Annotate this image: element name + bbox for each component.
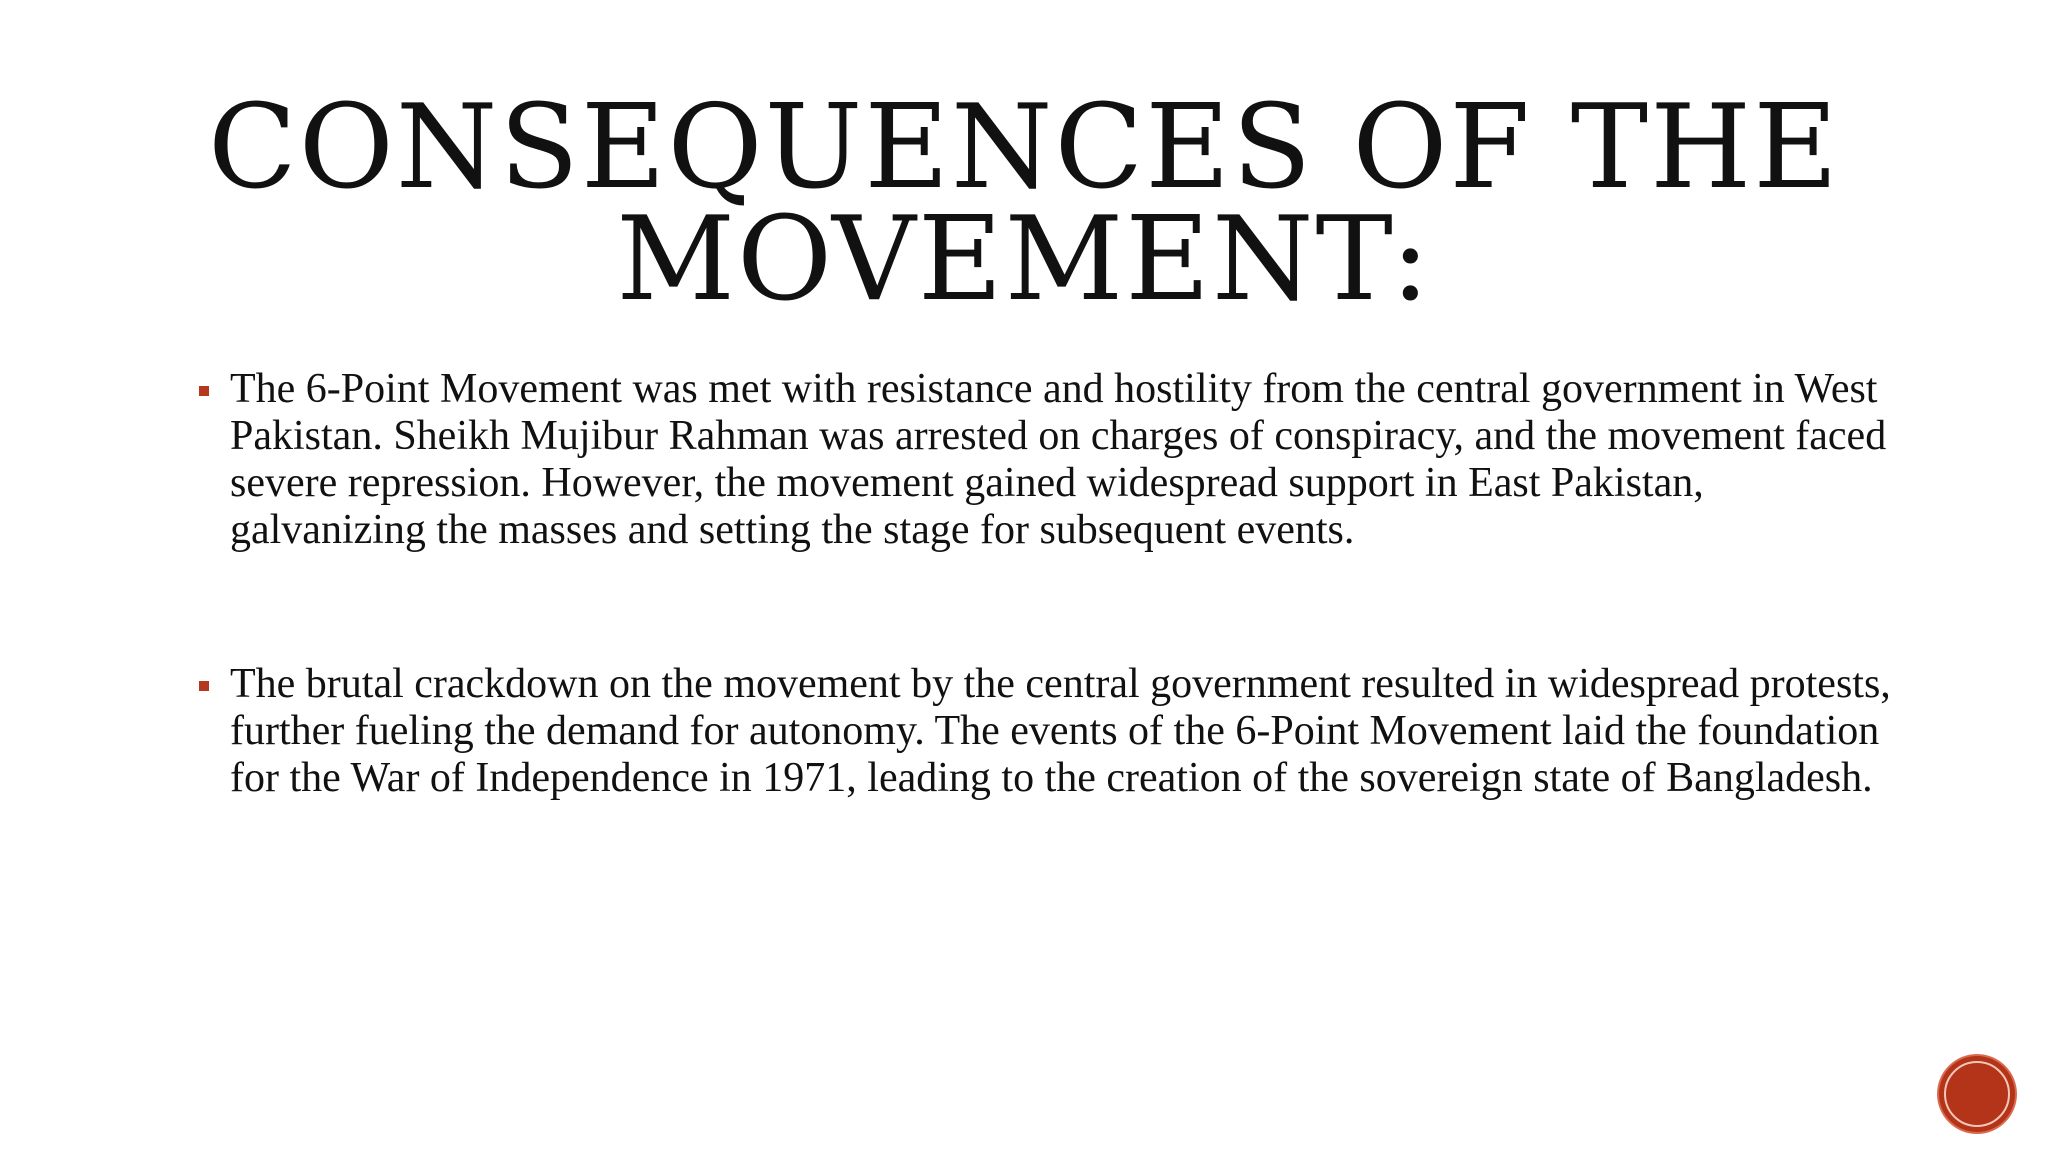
bullet-text: The brutal crackdown on the movement by the central government resulted in widespread protests, further fueling the demand for autonomy. The events of the 6-Point Movement laid the foundation for the War of Independence in 1971, leading to the creation of the sovereign state of Bangladesh. [230, 661, 1891, 801]
bullet-text: The 6-Point Movement was met with resistance and hostility from the central government in West Pakistan. Sheikh Mujibur Rahman was arrested on charges of conspiracy, and the movement faced severe repression. However, the movement gained widespread support in East Pakistan, galvanizing the masses and setting the stage for subsequent events. [230, 366, 1887, 553]
bullet-list [196, 366, 1896, 802]
bullet-item [196, 366, 1896, 554]
square-bullet-icon [199, 386, 209, 396]
circle-badge-icon [1939, 1056, 2015, 1132]
slide-title [150, 80, 1898, 327]
square-bullet-icon [199, 681, 209, 691]
bullet-item [196, 661, 1896, 802]
title-line-2: MOVEMENT: [616, 192, 1432, 327]
title-line-1: CONSEQUENCES OF THE [208, 80, 1840, 215]
